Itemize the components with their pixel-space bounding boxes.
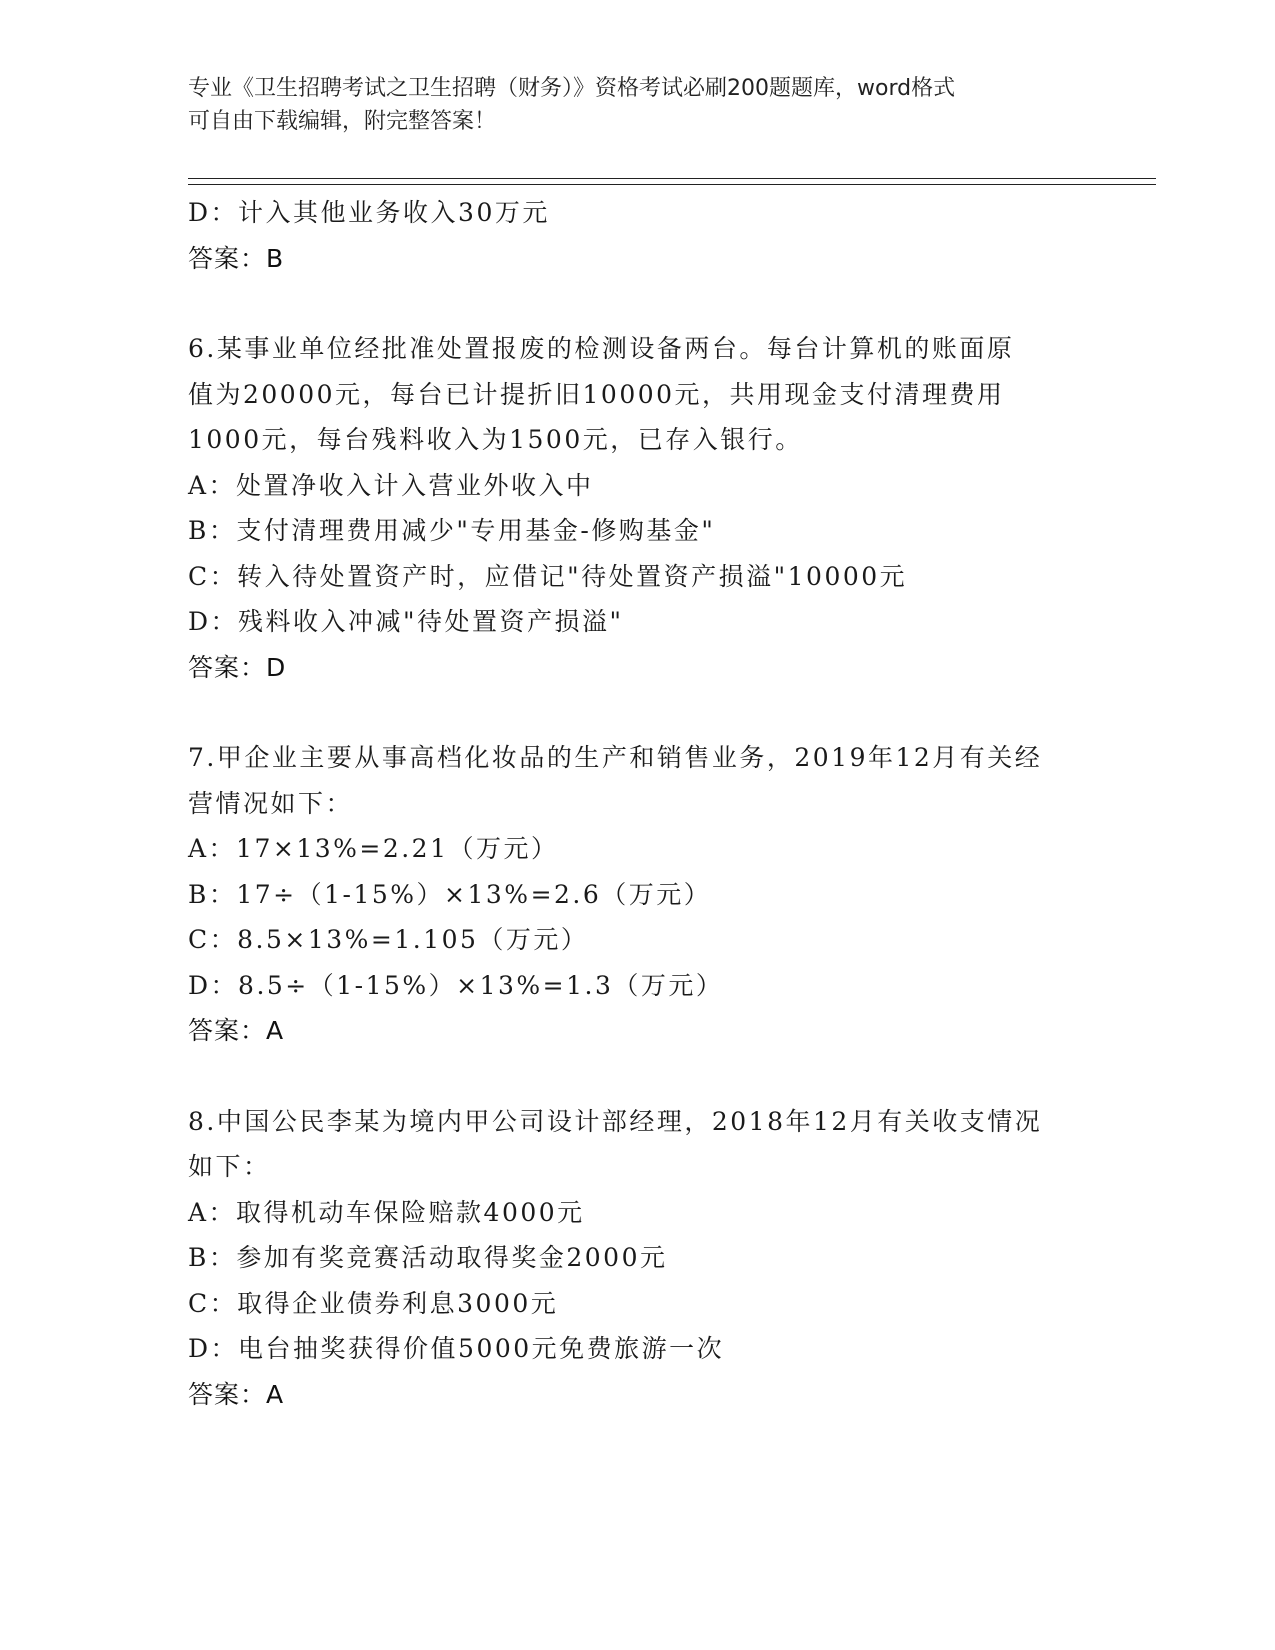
answer-line: 答案：D: [188, 652, 287, 682]
question-stem: 6.某事业单位经批准处置报废的检测设备两台。每台计算机的账面原: [188, 334, 1015, 363]
header-line-1: 专业《卫生招聘考试之卫生招聘（财务）》资格考试必刷200题题库，word格式: [188, 76, 956, 101]
option-a: A：17×13%=2.21（万元）: [188, 834, 559, 863]
header-rule-bottom: [188, 184, 1156, 185]
option-c: C：8.5×13%=1.105（万元）: [188, 925, 589, 954]
question-stem: 1000元，每台残料收入为1500元，已存入银行。: [188, 425, 803, 454]
block-spacer: [188, 281, 1128, 326]
option-b: B：参加有奖竞赛活动取得奖金2000元: [188, 1243, 668, 1272]
question-stem: 值为20000元，每台已计提折旧10000元，共用现金支付清理费用: [188, 379, 1005, 409]
question-block: [188, 190, 1128, 281]
option-a: A：处置净收入计入营业外收入中: [188, 470, 594, 500]
question-block: [188, 326, 1128, 690]
option-d: D：电台抽奖获得价值5000元免费旅游一次: [188, 1334, 725, 1363]
question-stem: 8.中国公民李某为境内甲公司设计部经理，2018年12月有关收支情况: [188, 1106, 1043, 1136]
question-list: [188, 190, 1128, 1417]
answer-line: 答案：A: [188, 1016, 285, 1045]
option-c: C：转入待处置资产时，应借记"待处置资产损溢"10000元: [188, 561, 908, 591]
question-block: [188, 1099, 1128, 1418]
question-block: [188, 735, 1128, 1054]
answer-line: 答案：B: [188, 243, 285, 273]
header-rule-top: [188, 178, 1156, 179]
option-b: B：17÷（1-15%）×13%=2.6（万元）: [188, 879, 712, 909]
option-a: A：取得机动车保险赔款4000元: [188, 1197, 585, 1227]
option-c: C：取得企业债券利息3000元: [188, 1288, 559, 1318]
option-d: D：计入其他业务收入30万元: [188, 198, 550, 227]
block-spacer: [188, 1054, 1128, 1099]
option-d: D：残料收入冲减"待处置资产损溢": [188, 607, 624, 636]
header-line-2: 可自由下载编辑，附完整答案！: [188, 109, 497, 134]
document-header: [188, 72, 1088, 138]
block-spacer: [188, 690, 1128, 735]
option-d: D：8.5÷（1-15%）×13%=1.3（万元）: [188, 970, 724, 1000]
question-stem: 如下：: [188, 1152, 271, 1181]
question-stem: 7.甲企业主要从事高档化妆品的生产和销售业务，2019年12月有关经: [188, 743, 1043, 772]
option-b: B：支付清理费用减少"专用基金-修购基金": [188, 516, 716, 545]
answer-line: 答案：A: [188, 1379, 285, 1409]
question-stem: 营情况如下：: [188, 788, 354, 818]
